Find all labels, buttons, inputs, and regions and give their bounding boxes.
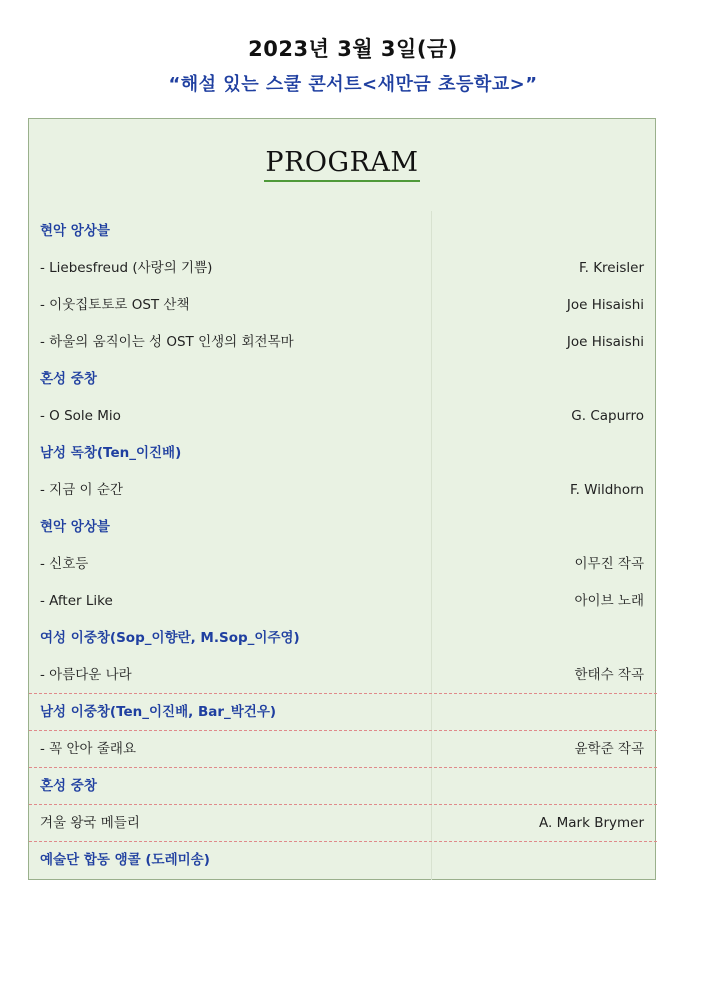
program-row: [29, 546, 657, 583]
program-row: [29, 250, 657, 287]
program-box: [28, 118, 656, 880]
program-row-section: [29, 435, 657, 472]
program-row-section: [29, 509, 657, 546]
program-rows: [29, 213, 657, 879]
row-right: Joe Hisaishi: [566, 334, 644, 350]
row-right: 한태수 작곡: [574, 667, 644, 683]
row-right: 이무진 작곡: [574, 556, 644, 572]
program-title: PROGRAM: [264, 147, 419, 182]
program-row: [29, 324, 657, 361]
concert-date: 2023년 3월 3일(금): [248, 37, 458, 61]
row-left: - O Sole Mio: [40, 408, 121, 424]
row-left: 현악 앙상블: [40, 223, 110, 239]
row-right: 윤학준 작곡: [574, 741, 644, 757]
program-row-section: [29, 620, 657, 657]
row-left: - 꼭 안아 줄래요: [40, 741, 136, 757]
row-left: 남성 이중창(Ten_이진배, Bar_박건우): [40, 704, 277, 720]
row-left: 혼성 중창: [40, 778, 97, 794]
row-left: 혼성 중창: [40, 371, 97, 387]
program-row: [29, 731, 657, 768]
row-left: - 지금 이 순간: [40, 482, 123, 498]
row-right: G. Capurro: [571, 408, 644, 424]
program-row-section: [29, 213, 657, 250]
program-row-section: [29, 768, 657, 805]
program-heading: [29, 147, 655, 178]
program-row: [29, 287, 657, 324]
row-right: Joe Hisaishi: [566, 297, 644, 313]
row-left: - 아름다운 나라: [40, 667, 132, 683]
row-left: 예술단 합동 앵콜 (도레미송): [40, 852, 210, 868]
row-left: 겨울 왕국 메들리: [40, 815, 140, 831]
row-right: 아이브 노래: [574, 593, 644, 609]
program-row: [29, 583, 657, 620]
program-row: [29, 805, 657, 842]
program-row: [29, 472, 657, 509]
row-left: 여성 이중창(Sop_이향란, M.Sop_이주영): [40, 630, 300, 646]
row-left: - After Like: [40, 593, 113, 609]
concert-subtitle: “해설 있는 스쿨 콘서트<새만금 초등학교>”: [168, 74, 538, 95]
program-row-section: [29, 361, 657, 398]
program-row-section: [29, 842, 657, 879]
row-left: - Liebesfreud (사랑의 기쁨): [40, 260, 213, 276]
program-row: [29, 657, 657, 694]
row-right: A. Mark Brymer: [539, 815, 644, 831]
row-left: - 신호등: [40, 556, 89, 572]
row-left: 현악 앙상블: [40, 519, 110, 535]
program-row-section: [29, 694, 657, 731]
row-right: F. Wildhorn: [570, 482, 644, 498]
row-right: F. Kreisler: [579, 260, 644, 276]
program-row: [29, 398, 657, 435]
row-left: - 하울의 움직이는 성 OST 인생의 회전목마: [40, 334, 294, 350]
row-left: 남성 독창(Ten_이진배): [40, 445, 182, 461]
row-left: - 이웃집토토로 OST 산책: [40, 297, 190, 313]
